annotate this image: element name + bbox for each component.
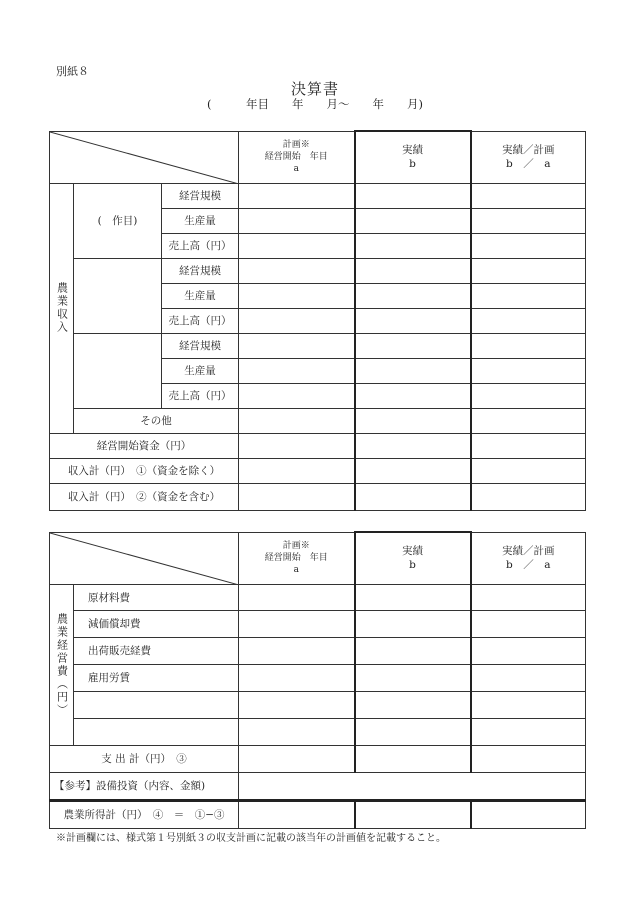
expense-total-label: 支 出 計（円） ③ <box>50 745 239 772</box>
input-cell[interactable] <box>355 258 471 283</box>
input-cell[interactable] <box>471 308 586 333</box>
input-cell[interactable] <box>239 383 355 408</box>
crop-cell-blank[interactable] <box>74 258 162 333</box>
input-cell[interactable] <box>471 664 586 691</box>
expense-item-blank[interactable] <box>74 691 239 718</box>
input-cell[interactable] <box>239 458 355 483</box>
input-cell[interactable] <box>239 745 355 772</box>
input-cell[interactable] <box>471 258 586 283</box>
row-label: 経営規模 <box>162 333 239 358</box>
input-cell[interactable] <box>471 408 586 433</box>
row-label: 経営規模 <box>162 183 239 208</box>
input-cell[interactable] <box>471 433 586 458</box>
input-cell[interactable] <box>355 664 471 691</box>
input-cell[interactable] <box>471 718 586 745</box>
input-cell[interactable] <box>239 664 355 691</box>
table-row <box>50 745 586 772</box>
row-label: 売上高（円） <box>162 383 239 408</box>
table-row <box>50 483 586 510</box>
input-cell[interactable] <box>239 183 355 208</box>
ratio-header: 実績／計画 b ／ a <box>471 131 586 183</box>
table-row <box>50 584 586 610</box>
input-cell[interactable] <box>239 358 355 383</box>
income-header-row <box>50 131 586 183</box>
document-title: 決算書 <box>290 80 339 98</box>
input-cell[interactable] <box>471 458 586 483</box>
input-cell[interactable] <box>471 333 586 358</box>
row-label: 生産量 <box>162 358 239 383</box>
table-row <box>50 183 586 208</box>
income-total-label: 農業所得計（円） ④ ＝ ①−③ <box>50 800 239 828</box>
expense-item-blank[interactable] <box>74 718 239 745</box>
input-cell[interactable] <box>471 233 586 258</box>
plan-header: 計画※ 経営開始 年目 a <box>239 532 355 584</box>
input-cell[interactable] <box>239 584 355 610</box>
input-cell[interactable] <box>355 283 471 308</box>
expense-item-label: 原材料費 <box>74 584 239 610</box>
reference-investment-label: 【参考】設備投資（内容、金額) <box>50 772 239 800</box>
input-cell[interactable] <box>355 383 471 408</box>
input-cell[interactable] <box>355 433 471 458</box>
table-row <box>50 258 586 283</box>
input-cell[interactable] <box>471 691 586 718</box>
input-cell[interactable] <box>239 433 355 458</box>
income-total2-label: 収入計（円） ②（資金を含む） <box>50 483 239 510</box>
input-cell[interactable] <box>355 408 471 433</box>
table-row <box>50 691 586 718</box>
row-label: 経営規模 <box>162 258 239 283</box>
input-cell[interactable] <box>239 258 355 283</box>
input-cell[interactable] <box>355 183 471 208</box>
input-cell[interactable] <box>471 637 586 664</box>
input-cell[interactable] <box>239 483 355 510</box>
input-cell[interactable] <box>239 610 355 637</box>
income-total1-label: 収入計（円） ①（資金を除く） <box>50 458 239 483</box>
startup-funds-label: 経営開始資金（円） <box>50 433 239 458</box>
ratio-header: 実績／計画 b ／ a <box>471 532 586 584</box>
input-cell[interactable] <box>355 691 471 718</box>
input-cell[interactable] <box>471 584 586 610</box>
input-cell[interactable] <box>355 584 471 610</box>
input-cell[interactable] <box>239 333 355 358</box>
input-cell[interactable] <box>471 383 586 408</box>
row-label: 生産量 <box>162 283 239 308</box>
input-cell[interactable] <box>239 691 355 718</box>
input-cell[interactable] <box>471 800 586 828</box>
expense-header-row <box>50 532 586 584</box>
table-row <box>50 610 586 637</box>
table-row <box>50 408 586 433</box>
other-label: その他 <box>74 408 239 433</box>
diagonal-header-cell <box>50 131 239 183</box>
table-row <box>50 772 586 800</box>
input-cell[interactable] <box>471 183 586 208</box>
footnote: ※計画欄には、様式第１号別紙３の収支計画に記載の該当年の計画値を記載すること。 <box>56 833 446 844</box>
input-cell[interactable] <box>471 358 586 383</box>
actual-header: 実績 b <box>355 131 471 183</box>
crop-label: ( 作目) <box>74 183 162 258</box>
table-row <box>50 664 586 691</box>
input-cell[interactable] <box>471 283 586 308</box>
actual-header: 実績 b <box>355 532 471 584</box>
expense-item-label: 減価償却費 <box>74 610 239 637</box>
period-line: ( 年目 年 月～ 年 月) <box>207 97 423 111</box>
input-cell[interactable] <box>239 637 355 664</box>
input-cell[interactable] <box>239 283 355 308</box>
input-cell[interactable] <box>471 483 586 510</box>
input-cell[interactable] <box>471 208 586 233</box>
table-row <box>50 433 586 458</box>
input-cell[interactable] <box>355 308 471 333</box>
input-cell[interactable] <box>355 333 471 358</box>
input-cell[interactable] <box>471 610 586 637</box>
input-cell[interactable] <box>355 233 471 258</box>
row-label: 売上高（円） <box>162 308 239 333</box>
input-cell[interactable] <box>355 610 471 637</box>
input-cell[interactable] <box>239 233 355 258</box>
row-label: 生産量 <box>162 208 239 233</box>
annex-number: 別紙８ <box>56 65 89 78</box>
expense-group-label: 農業経営費（円） <box>50 584 74 745</box>
reference-investment-input[interactable] <box>239 772 586 800</box>
input-cell[interactable] <box>355 637 471 664</box>
input-cell[interactable] <box>239 208 355 233</box>
input-cell[interactable] <box>355 483 471 510</box>
diagonal-line <box>50 132 239 184</box>
table-row <box>50 637 586 664</box>
input-cell[interactable] <box>239 408 355 433</box>
income-group-label: 農業収入 <box>50 183 74 433</box>
expense-table <box>49 531 586 829</box>
table-row <box>50 333 586 358</box>
table-row <box>50 800 586 828</box>
expense-item-label: 出荷販売経費 <box>74 637 239 664</box>
input-cell[interactable] <box>239 718 355 745</box>
plan-header: 計画※ 経営開始 年目 a <box>239 131 355 183</box>
expense-item-label: 雇用労賃 <box>74 664 239 691</box>
input-cell[interactable] <box>471 745 586 772</box>
input-cell[interactable] <box>355 718 471 745</box>
input-cell[interactable] <box>355 208 471 233</box>
input-cell[interactable] <box>239 800 355 828</box>
input-cell[interactable] <box>355 745 471 772</box>
input-cell[interactable] <box>239 308 355 333</box>
table-row <box>50 718 586 745</box>
input-cell[interactable] <box>355 800 471 828</box>
row-label: 売上高（円） <box>162 233 239 258</box>
income-table <box>49 130 586 511</box>
input-cell[interactable] <box>355 458 471 483</box>
diagonal-line <box>50 533 239 585</box>
diagonal-header-cell <box>50 532 239 584</box>
table-row <box>50 458 586 483</box>
crop-cell-blank[interactable] <box>74 333 162 408</box>
input-cell[interactable] <box>355 358 471 383</box>
